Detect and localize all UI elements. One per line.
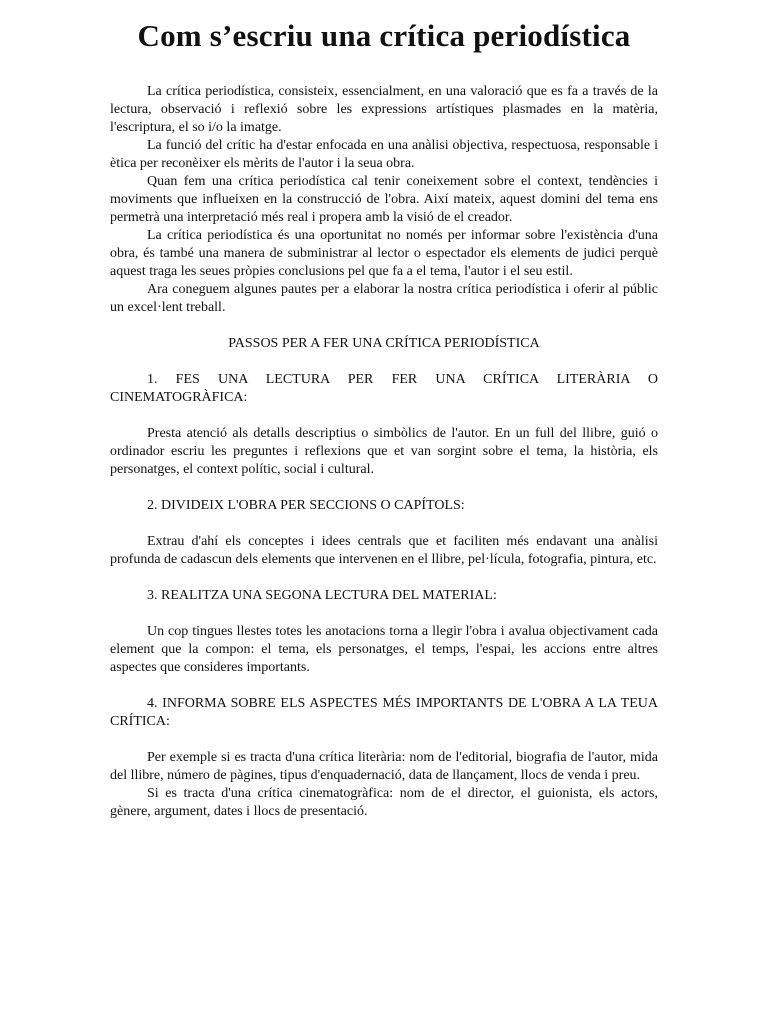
step-2-heading: 2. DIVIDEIX L'OBRA PER SECCIONS O CAPÍTOLS:: [147, 498, 465, 513]
step-1-heading: 1. FES UNA LECTURA PER FER UNA CRÍTICA LITERÀRIA O CINEMATOGRÀFICA:: [110, 372, 658, 405]
step-4-body-2: Si es tracta d'una crítica cinematogràfica: nom de el director, el guionista, els actors, gènere, argument, dates i llocs de presentació.: [110, 786, 658, 819]
intro-paragraph-4: La crítica periodística és una oportunitat no només per informar sobre l'existència d'una obra, és també una manera de subministrar al lector o espectador els elements de judici perquè aquest traga les seues pròpies conclusions pel que fa a el tema, l'autor i el seu estil.: [110, 228, 658, 279]
step-3-heading: 3. REALITZA UNA SEGONA LECTURA DEL MATERIAL:: [147, 588, 497, 603]
step-3-body: Un cop tingues llestes totes les anotacions torna a llegir l'obra i avalua objectivament cada element que la compon: el tema, els personatges, el temps, l'espai, les accions entre altres aspectes que consideres importants.: [110, 624, 658, 675]
document-body: [110, 83, 658, 821]
step-1-body: Presta atenció als detalls descriptius o simbòlics de l'autor. En un full del llibre, guió o ordinador escriu les preguntes i reflexions que et van sorgint sobre el tema, la història, els personatges, el context polític, social i cultural.: [110, 426, 658, 477]
step-4-heading: 4. INFORMA SOBRE ELS ASPECTES MÉS IMPORTANTS DE L'OBRA A LA TEUA CRÍTICA:: [110, 696, 658, 729]
step-2-body: Extrau d'ahí els conceptes i idees centrals que et faciliten més endavant una anàlisi profunda de cadascun dels elements que intervenen en el llibre, pel·lícula, fotografia, pintura, etc.: [110, 534, 658, 567]
intro-paragraph-2: La funció del crític ha d'estar enfocada en una anàlisi objectiva, respectuosa, responsable i ètica per reconèixer els mèrits de l'autor i la seua obra.: [110, 138, 658, 171]
steps-heading: PASSOS PER A FER UNA CRÍTICA PERIODÍSTICA: [228, 336, 540, 351]
intro-paragraph-1: La crítica periodística, consisteix, essencialment, en una valoració que es fa a través de la lectura, observació i reflexió sobre les expressions artístiques plasmades en la matèria, l'escriptura, el so i/o la imatge.: [110, 84, 658, 135]
intro-paragraph-3: Quan fem una crítica periodística cal tenir coneixement sobre el context, tendències i moviments que influeixen en la construcció de l'obra. Així mateix, aquest domini del tema ens permetrà una interpretació més real i propera amb la visió de el creador.: [110, 174, 658, 225]
intro-paragraph-5: Ara coneguem algunes pautes per a elaborar la nostra crítica periodística i oferir al públic un excel·lent treball.: [110, 282, 658, 315]
document-title: Com s’escriu una crítica periodística: [137, 18, 631, 53]
step-4-body: Per exemple si es tracta d'una crítica literària: nom de l'editorial, biografia de l'autor, mida del llibre, número de pàgines, tipus d'enquadernació, data de llançament, llocs de venda i preu.: [110, 750, 658, 783]
